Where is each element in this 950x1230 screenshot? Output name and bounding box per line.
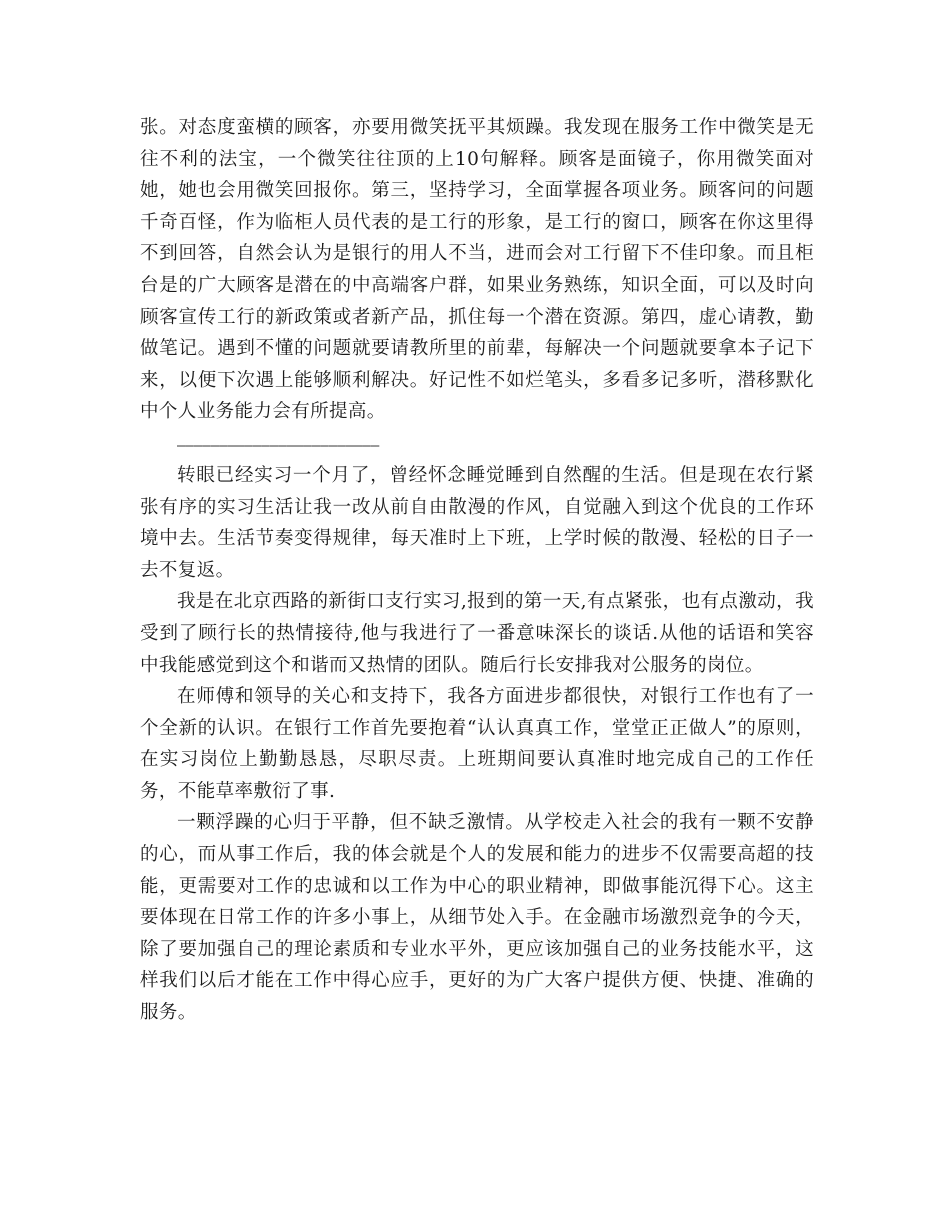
paragraph-5: 一颗浮躁的心归于平静，但不缺乏激情。从学校走入社会的我有一颗不安静的心，而从事工作后，我的体会就是个人的发展和能力的进步不仅需要高超的技能，更需要对工作的忠诚和以工作为中心的职业精神，即做事能沉得下心。这主要体现在日常工作的许多小事上，从细节处入手。在金融市场激烈竞争的今天，除了要加强自己的理论素质和专业水平外，更应该加强自己的业务技能水平，这样我们以后才能在工作中得心应手，更好的为广大客户提供方便、快捷、准确的服务。 [140, 812, 814, 1024]
document-page [140, 112, 814, 1029]
paragraph-3: 我是在北京西路的新街口支行实习,报到的第一天,有点紧张，也有点激动，我受到了顾行长的热情接待,他与我进行了一番意味深长的谈话.从他的话语和笑容中我能感觉到这个和谐而又热情的团队。随后行长安排我对公服务的岗位。 [140, 591, 814, 676]
section-separator: ———————————————————————— [177, 437, 380, 454]
paragraph-2: 转眼已经实习一个月了，曾经怀念睡觉睡到自然醒的生活。但是现在农行紧张有序的实习生活让我一改从前自由散漫的作风，自觉融入到这个优良的工作环境中去。生活节奏变得规律，每天准时上下班，上学时候的散漫、轻松的日子一去不复返。 [140, 464, 814, 581]
paragraph-4: 在师傅和领导的关心和支持下，我各方面进步都很快，对银行工作也有了一个全新的认识。在银行工作首先要抱着“认认真真工作，堂堂正正做人”的原则，在实习岗位上勤勤恳恳，尽职尽责。上班期间要认真准时地完成自己的工作任务，不能草率敷衍了事. [140, 686, 814, 802]
paragraph-1: 张。对态度蛮横的顾客，亦要用微笑抚平其烦躁。我发现在服务工作中微笑是无往不利的法宝，一个微笑往往顶的上10句解释。顾客是面镜子，你用微笑面对她，她也会用微笑回报你。第三，坚持学习，全面掌握各项业务。顾客问的问题千奇百怪，作为临柜人员代表的是工行的形象，是工行的窗口，顾客在你这里得不到回答，自然会认为是银行的用人不当，进而会对工行留下不佳印象。而且柜台是的广大顾客是潜在的中高端客户群，如果业务熟练，知识全面，可以及时向顾客宣传工行的新政策或者新产品，抓住每一个潜在资源。第四，虚心请教，勤做笔记。遇到不懂的问题就要请教所里的前辈，每解决一个问题就要拿本子记下来，以便下次遇上能够顺利解决。好记性不如烂笔头，多看多记多听，潜移默化中个人业务能力会有所提高。 [140, 117, 814, 423]
